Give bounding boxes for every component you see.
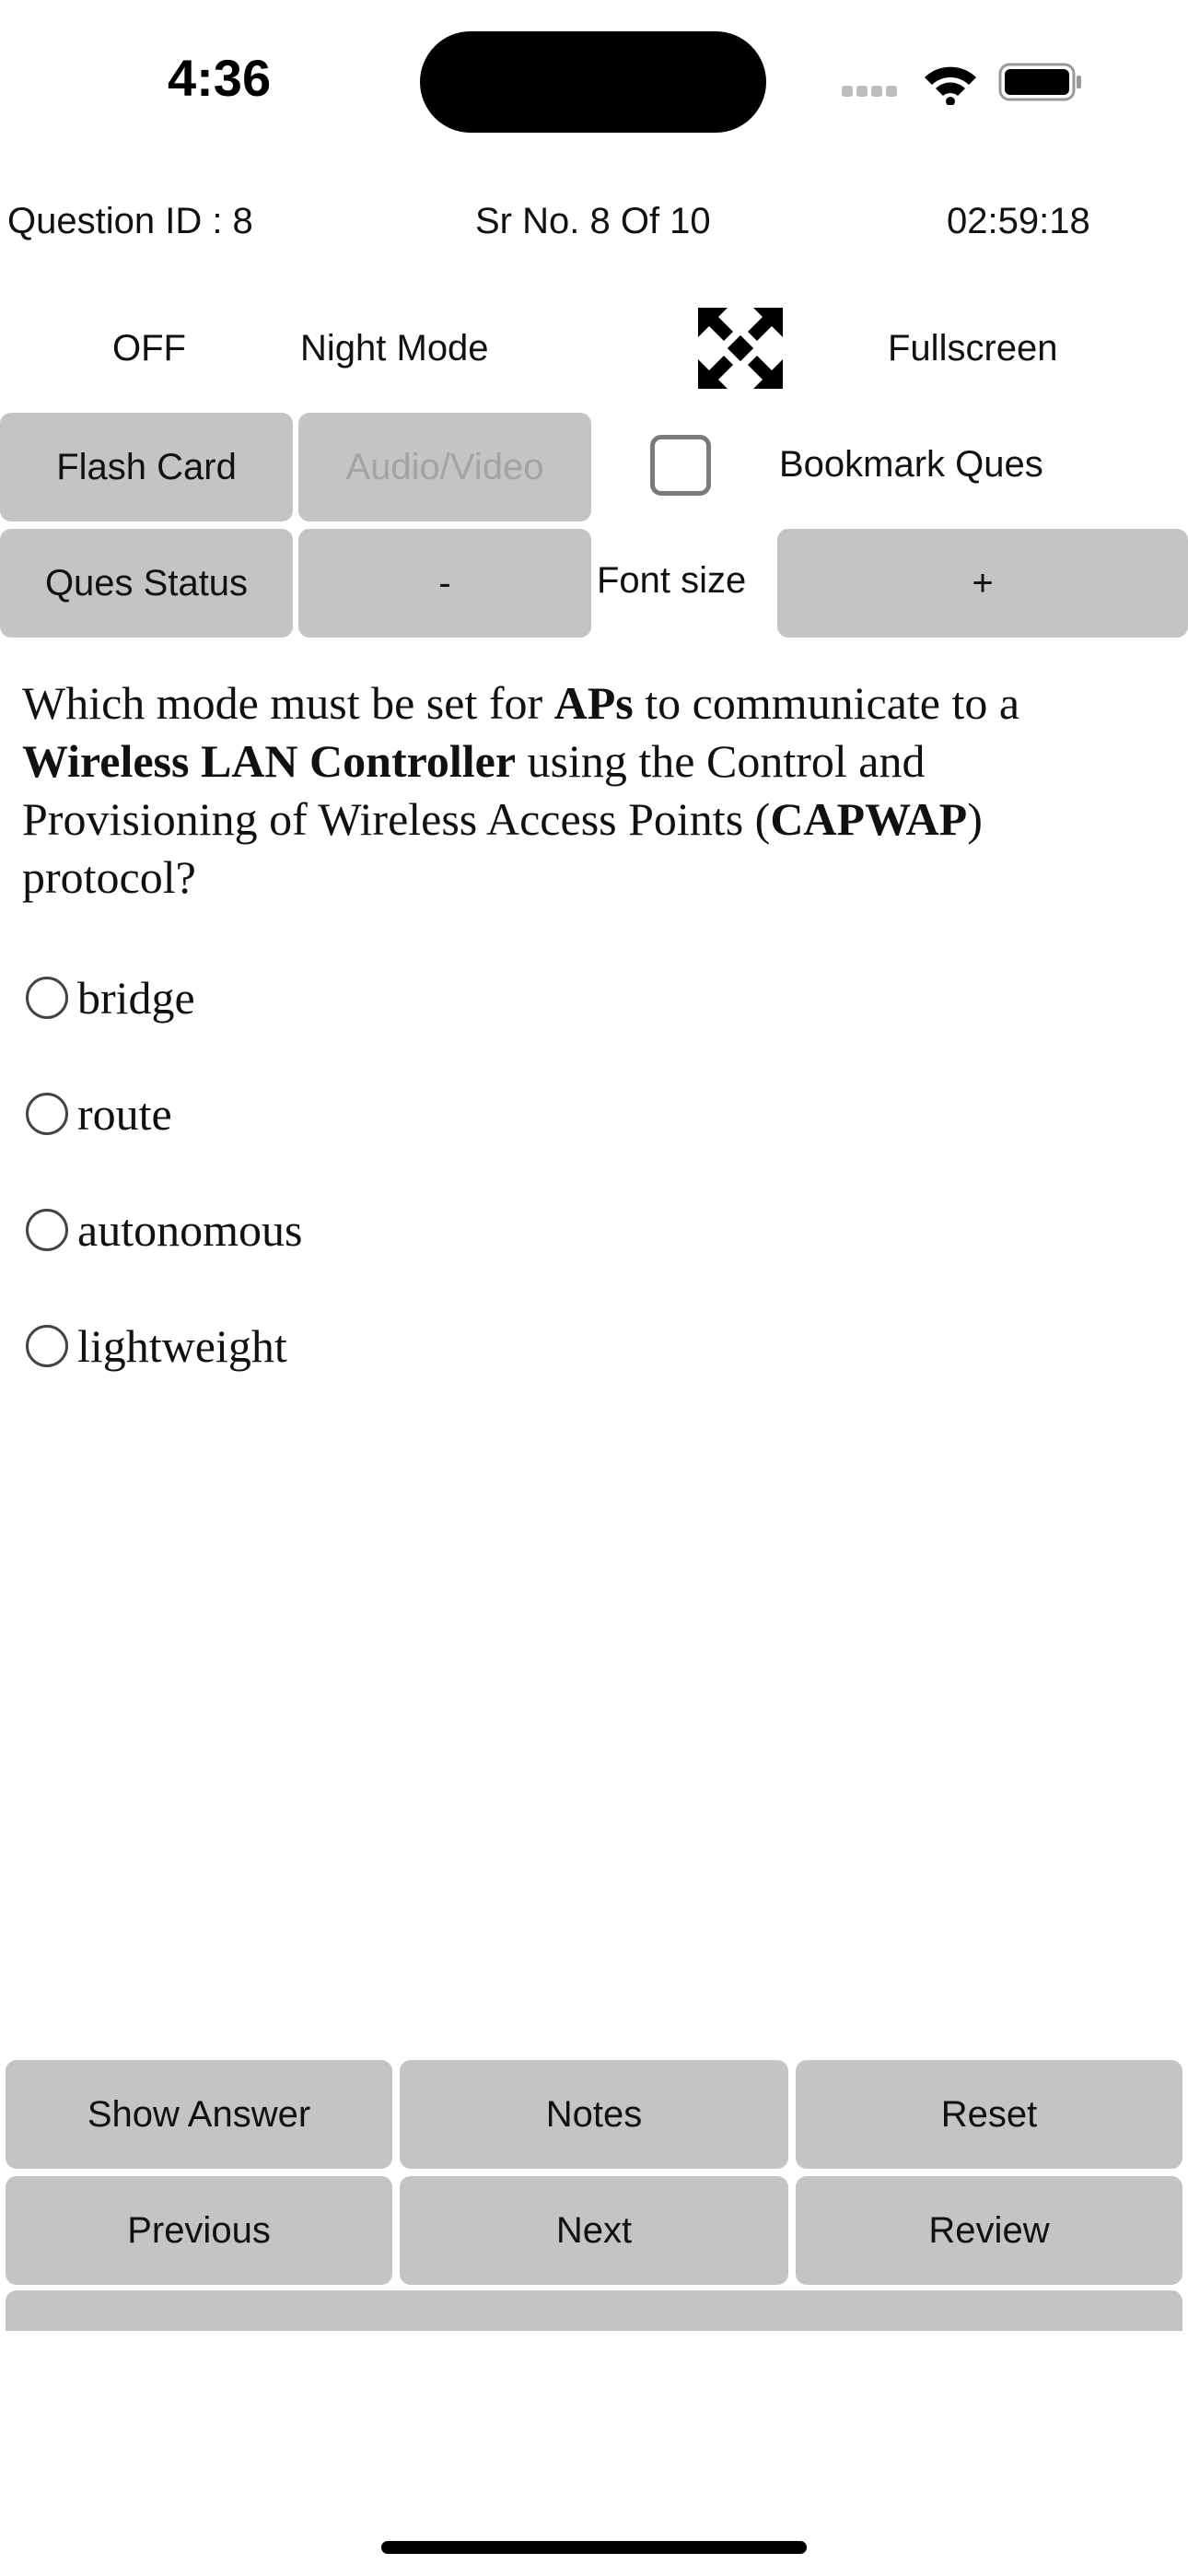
- option-label: bridge: [77, 972, 195, 1024]
- radio-icon[interactable]: [26, 1093, 68, 1135]
- bookmark-label: Bookmark Ques: [779, 444, 1043, 485]
- option-label: lightweight: [77, 1320, 287, 1372]
- fullscreen-label[interactable]: Fullscreen: [888, 328, 1058, 369]
- option-lightweight[interactable]: [26, 1314, 287, 1378]
- option-label: route: [77, 1088, 172, 1140]
- bookmark-checkbox[interactable]: [650, 435, 711, 496]
- show-answer-button[interactable]: Show Answer: [6, 2060, 392, 2169]
- partially-hidden-button[interactable]: [6, 2290, 1182, 2331]
- exam-timer: 02:59:18: [947, 201, 1090, 241]
- night-mode-toggle[interactable]: OFF: [112, 328, 186, 369]
- home-indicator[interactable]: [381, 2541, 807, 2554]
- status-time: 4:36: [168, 49, 272, 107]
- radio-icon[interactable]: [26, 1325, 68, 1367]
- question-id: Question ID : 8: [7, 201, 253, 241]
- question-text: Which mode must be set for APs to communicate to a Wireless LAN Controller using the Control and Provisioning of Wireless Access Points (CAPWAP) protocol?: [22, 677, 1020, 903]
- next-button[interactable]: Next: [400, 2176, 788, 2285]
- cellular-signal-icon: [842, 85, 906, 100]
- serial-number: Sr No. 8 Of 10: [475, 201, 711, 241]
- wifi-icon: [921, 61, 980, 105]
- option-bridge[interactable]: [26, 966, 195, 1030]
- previous-button[interactable]: Previous: [6, 2176, 392, 2285]
- option-route[interactable]: [26, 1082, 172, 1146]
- option-autonomous[interactable]: [26, 1198, 302, 1262]
- radio-icon[interactable]: [26, 977, 68, 1019]
- font-size-label: Font size: [597, 560, 747, 601]
- option-label: autonomous: [77, 1204, 303, 1256]
- ques-status-button[interactable]: Ques Status: [0, 529, 293, 638]
- audio-video-button[interactable]: Audio/Video: [298, 413, 591, 521]
- font-increase-button[interactable]: +: [777, 529, 1188, 638]
- fullscreen-icon[interactable]: [696, 306, 785, 391]
- reset-button[interactable]: Reset: [796, 2060, 1182, 2169]
- notes-button[interactable]: Notes: [400, 2060, 788, 2169]
- font-decrease-button[interactable]: -: [298, 529, 591, 638]
- battery-icon: [998, 63, 1083, 101]
- radio-icon[interactable]: [26, 1209, 68, 1251]
- flash-card-button[interactable]: Flash Card: [0, 413, 293, 521]
- review-button[interactable]: Review: [796, 2176, 1182, 2285]
- dynamic-island: [420, 31, 766, 133]
- night-mode-label: Night Mode: [300, 328, 489, 369]
